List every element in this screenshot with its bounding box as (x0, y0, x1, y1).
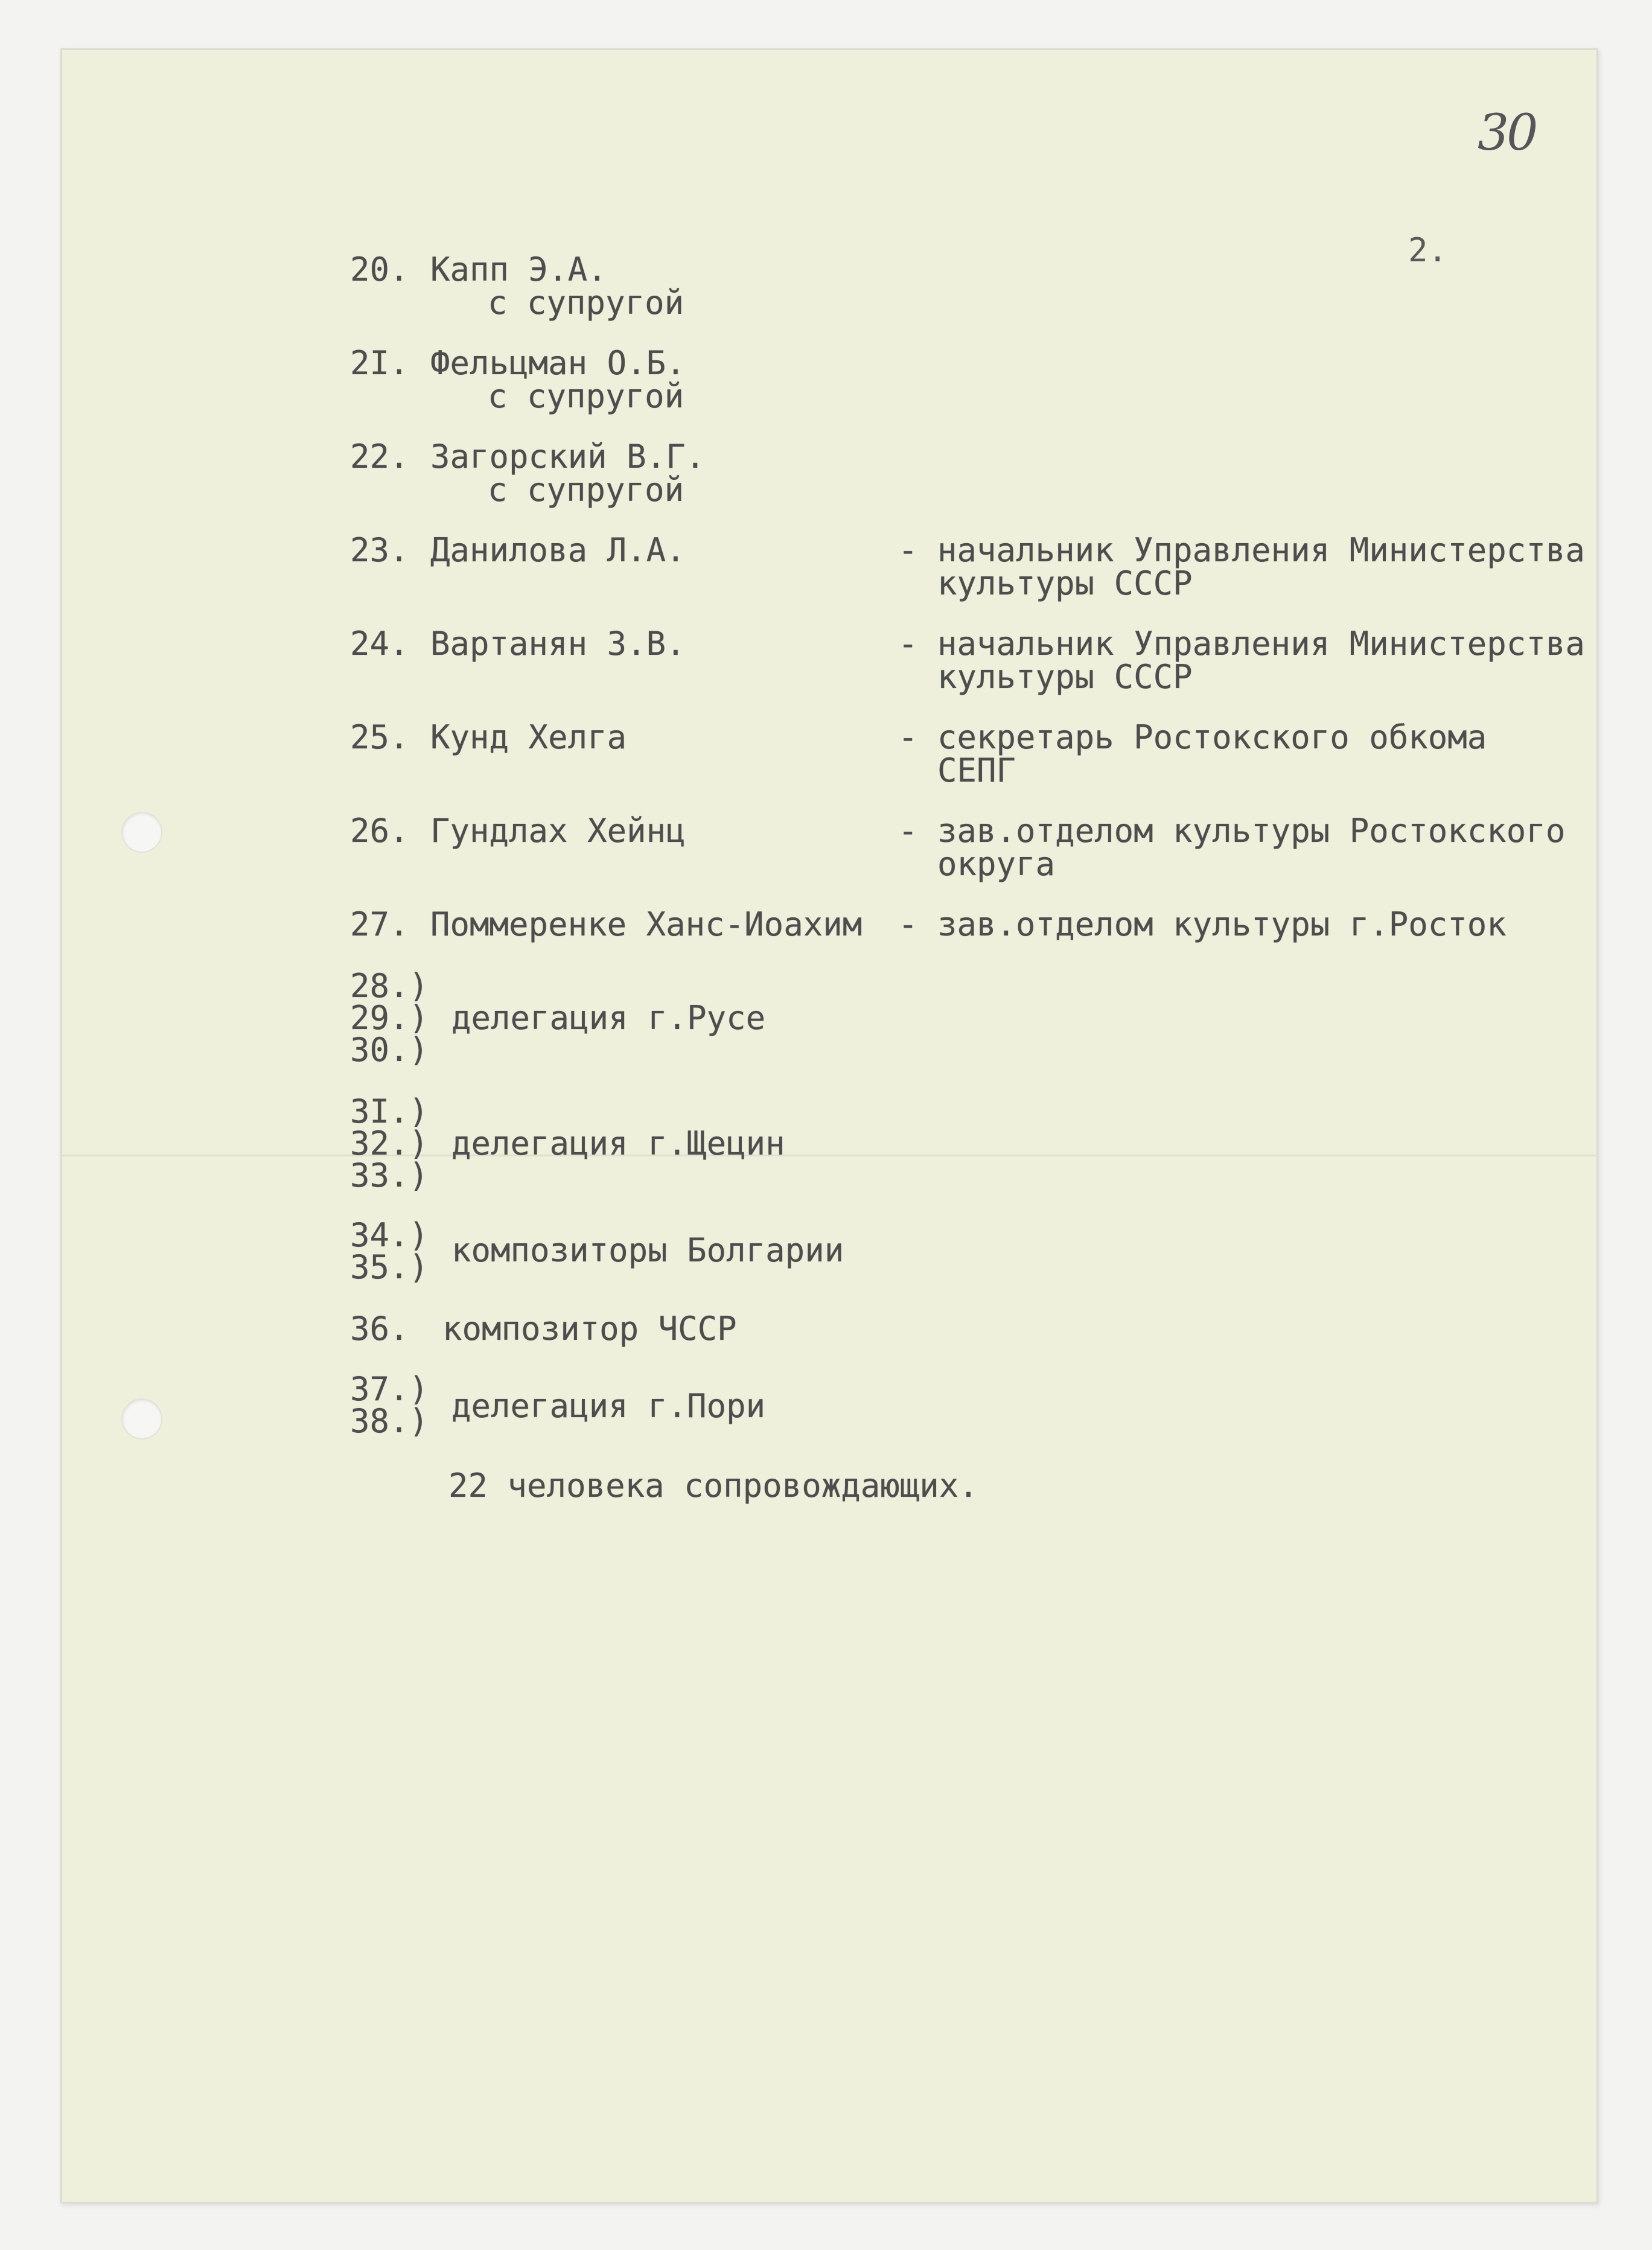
punch-hole-bottom (121, 1398, 162, 1439)
role-dash: - (898, 718, 918, 756)
entry-role: начальник Управления Министерства (937, 531, 1585, 569)
entry-role-continued: СЕПГ (937, 751, 1016, 789)
role-dash: - (898, 812, 918, 850)
entry-role: зав.отделом культуры Ростокского (937, 812, 1566, 850)
entry-name: Загорский В.Г. (430, 438, 706, 476)
role-dash: - (898, 531, 918, 569)
entry-role-continued: культуры СССР (937, 658, 1193, 696)
page-number: 2. (1408, 231, 1448, 269)
entry-role: секретарь Ростокского обкома (937, 718, 1487, 756)
document-sheet (60, 48, 1598, 2204)
handwritten-page-number: 30 (1478, 104, 1536, 162)
group-number: 35.) (350, 1248, 429, 1286)
entry-number: 22. (350, 438, 409, 476)
group-number: 3I.) (350, 1092, 429, 1130)
group-label: делегация г.Русе (451, 999, 766, 1037)
entry-subline: с супругой (488, 377, 684, 415)
group-number: 30.) (350, 1031, 429, 1069)
group-number: 28.) (350, 967, 429, 1005)
group-label: делегация г.Пори (451, 1387, 766, 1425)
entry-role: зав.отделом культуры г.Росток (937, 905, 1507, 943)
role-dash: - (898, 905, 918, 943)
entry-name: Данилова Л.А. (430, 531, 686, 569)
entry-number: 24. (350, 625, 409, 663)
entry-number: 26. (350, 812, 409, 850)
group-number: 32.) (350, 1124, 429, 1162)
role-dash: - (898, 625, 918, 663)
entry-name: Кунд Хелга (430, 718, 627, 756)
entry-number: 23. (350, 531, 409, 569)
entry-name: Вартанян З.В. (430, 625, 686, 663)
entry-role: начальник Управления Министерства (937, 625, 1585, 663)
group-label: делегация г.Щецин (451, 1124, 785, 1162)
entry-number: 25. (350, 718, 409, 756)
footer-note: 22 человека сопровождающих. (448, 1467, 978, 1505)
group-label: композитор ЧССР (442, 1310, 737, 1348)
entry-number: 20. (350, 250, 409, 288)
group-number: 38.) (350, 1402, 429, 1440)
group-number: 36. (350, 1310, 409, 1348)
entry-name: Фельцман О.Б. (430, 344, 686, 382)
entry-number: 2I. (350, 344, 409, 382)
entry-name: Поммеренке Ханс-Иоахим (430, 905, 863, 943)
entry-name: Гундлах Хейнц (430, 812, 686, 850)
punch-hole-top (121, 812, 162, 853)
group-number: 37.) (350, 1370, 429, 1408)
group-label: композиторы Болгарии (451, 1231, 844, 1269)
entry-role-continued: культуры СССР (937, 564, 1193, 602)
entry-role-continued: округа (937, 845, 1056, 883)
entry-subline: с супругой (488, 284, 684, 322)
group-number: 29.) (350, 999, 429, 1037)
group-number: 34.) (350, 1216, 429, 1254)
entry-number: 27. (350, 905, 409, 943)
entry-subline: с супругой (488, 471, 684, 509)
group-number: 33.) (350, 1156, 429, 1194)
entry-name: Капп Э.А. (430, 250, 607, 288)
paper-crease (62, 1155, 1596, 1156)
